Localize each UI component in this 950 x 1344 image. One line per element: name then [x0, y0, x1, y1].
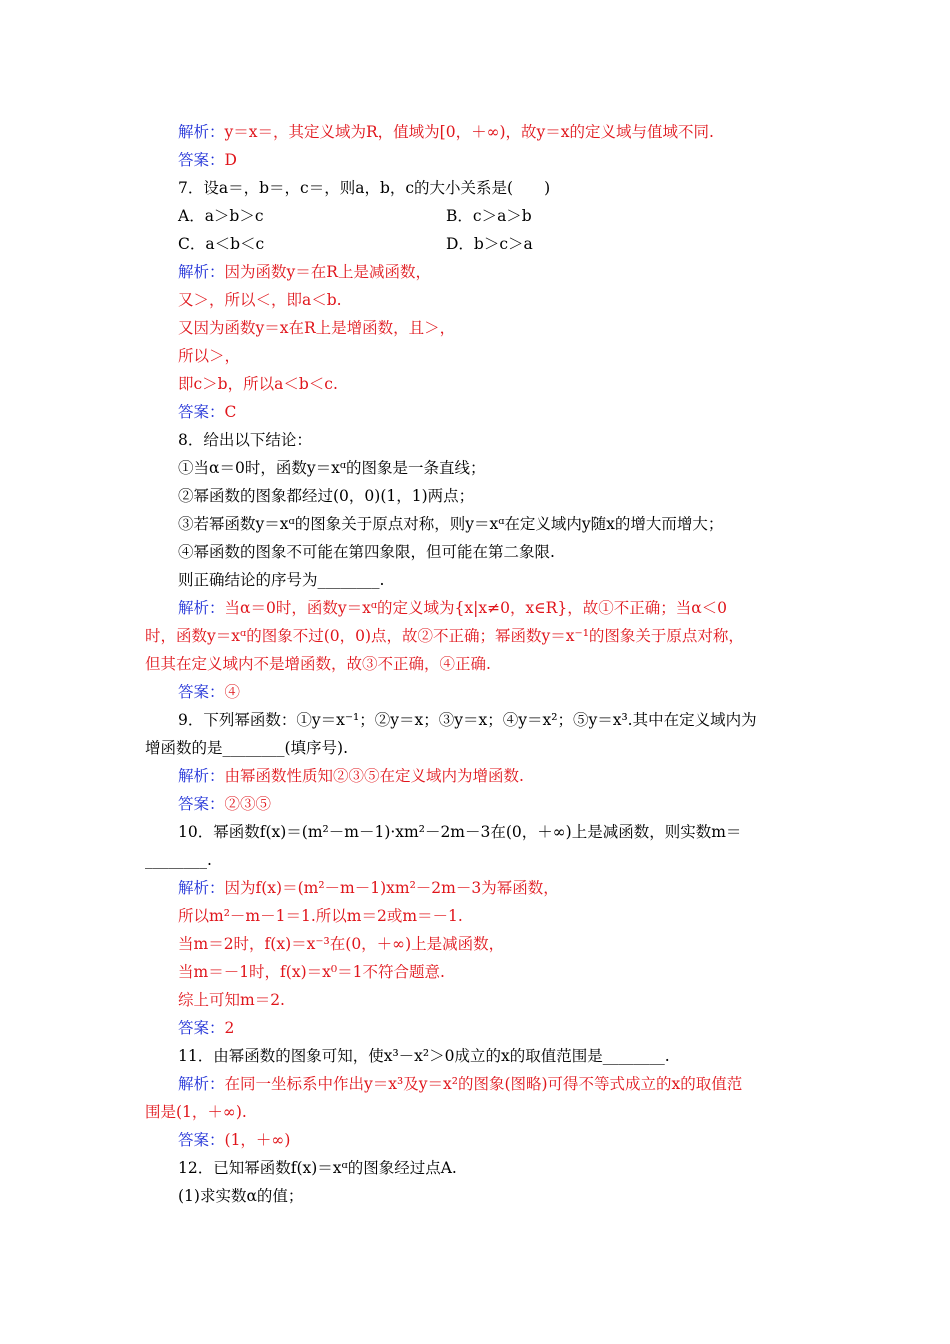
option-c: C．a＜b＜c [178, 235, 265, 253]
answer-line: 答案：②③⑤ [178, 795, 272, 813]
answer-line: 答案：2 [178, 1019, 235, 1037]
solution-line: 解析：由幂函数性质知②③⑤在定义域内为增函数. [178, 767, 524, 785]
statement-2: ②幂函数的图象都经过(0，0)(1，1)两点； [178, 487, 475, 505]
question-12: 12．已知幂函数f(x)＝xᵅ的图象经过点A. [178, 1159, 457, 1177]
statement-3: ③若幂函数y＝xᵅ的图象关于原点对称，则y＝xᵅ在定义域内y随x的增大而增大； [178, 515, 724, 533]
question-9: 9．下列幂函数：①y＝x⁻¹；②y＝x；③y＝x；④y＝x²；⑤y＝x³.其中在定义域内为 [178, 711, 757, 729]
question-9-cont: 增函数的是________(填序号). [145, 739, 349, 757]
solution-line: 即c＞b，所以a＜b＜c. [178, 375, 338, 393]
solution-line: 解析：因为函数y＝在R上是减函数， [178, 263, 431, 281]
question-8: 8．给出以下结论： [178, 431, 312, 449]
solution-line: 综上可知m＝2. [178, 991, 285, 1009]
solution-line: 又＞，所以＜，即a＜b. [178, 291, 342, 309]
solution-line: 又因为函数y＝x在R上是增函数，且＞， [178, 319, 456, 337]
answer-line: 答案：C [178, 403, 237, 421]
statement-1: ①当α＝0时，函数y＝xᵅ的图象是一条直线； [178, 459, 486, 477]
solution-line: 解析：因为f(x)＝(m²－m－1)xm²－2m－3为幂函数， [178, 879, 559, 897]
option-b: B．c＞a＞b [446, 207, 532, 225]
question-10-cont: ________. [145, 851, 212, 869]
question-10: 10．幂函数f(x)＝(m²－m－1)·xm²－2m－3在(0，＋∞)上是减函数，则实数m＝ [178, 823, 742, 841]
solution-line: 但其在定义域内不是增函数，故③不正确，④正确. [145, 655, 491, 673]
question-7: 7．设a＝，b＝，c＝，则a，b，c的大小关系是( ) [178, 179, 551, 197]
answer-line: 答案：④ [178, 683, 241, 701]
option-d: D．b＞c＞a [446, 235, 533, 253]
solution-line: 时，函数y＝xᵅ的图象不过(0，0)点，故②不正确；幂函数y＝x⁻¹的图象关于原点对称， [145, 627, 744, 645]
solution-line: 所以m²－m－1＝1.所以m＝2或m＝－1. [178, 907, 463, 925]
answer-line: 答案：D [178, 151, 237, 169]
statement-4: ④幂函数的图象不可能在第四象限，但可能在第二象限. [178, 543, 555, 561]
solution-line: 解析：当α＝0时，函数y＝xᵅ的定义域为{x|x≠0，x∈R}，故①不正确；当α＜0 [178, 599, 728, 617]
question-11: 11．由幂函数的图象可知，使x³－x²＞0成立的x的取值范围是________. [178, 1047, 670, 1065]
solution-line: 当m＝－1时，f(x)＝x⁰＝1不符合题意. [178, 963, 445, 981]
question-12-part-1: (1)求实数α的值； [178, 1187, 304, 1205]
option-a: A．a＞b＞c [178, 207, 264, 225]
solution-line: 解析：在同一坐标系中作出y＝x³及y＝x²的图象(图略)可得不等式成立的x的取值范 [178, 1075, 743, 1093]
solution-line: 所以＞， [178, 347, 241, 365]
solution-line: 围是(1，＋∞). [145, 1103, 247, 1121]
question-prompt: 则正确结论的序号为________. [178, 571, 385, 589]
solution-line: 解析：y＝x＝，其定义域为R，值域为[0，＋∞)，故y＝x的定义域与值域不同. [178, 123, 714, 141]
solution-line: 当m＝2时，f(x)＝x⁻³在(0，＋∞)上是减函数， [178, 935, 505, 953]
answer-line: 答案：(1，＋∞) [178, 1131, 291, 1149]
